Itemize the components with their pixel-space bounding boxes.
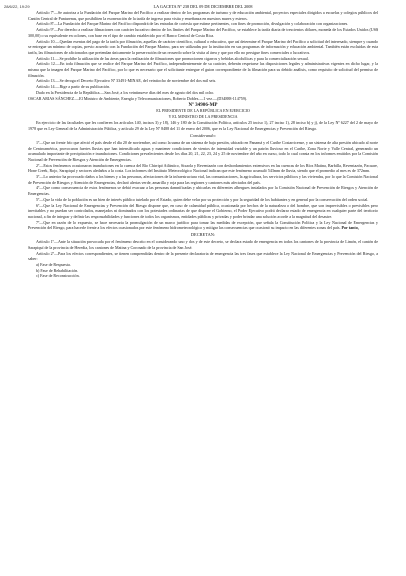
decretan-heading: DECRETAN: bbox=[190, 232, 216, 238]
signature-line: OSCAR ARIAS SÁNCHEZ.—El Ministro de Ambiente, Energía y Telecomunicaciones, Roberto Dobles.—1 vez.—(D34888-114759). bbox=[28, 95, 248, 101]
article-11: Artículo 11.—Se prohíbe la utilización de las áreas para la realización de filmaciones que promocionen cigarros y bebidas alcohólicas y para la comercialización sexual. bbox=[36, 55, 309, 61]
considerando-7-text: 7º—Que en razón de lo expuesto, se hace necesaria la promulgación de un marco jurídico para tomar las medidas de excepción, que señala la Constitución Política y la Ley Nacional de Emergencias y Prevención del Riesgo, para hacerle frente a los efectos ocasionados por este fenómeno hidrometeorológico y mitigar las consecuencias que ocasionó su impacto en las diferentes zonas del país. bbox=[28, 219, 378, 231]
article-10: Artículo 10.—Quedan exentas del pago de la tarifa por filmación, aquellas de carácter científico, cultural o educativo, que así determine el Parque Marino del Pacífico a solicitud del interesado, siempre y cuando se entregue un mínimo de copias, previo acuerdo con la Fundación del Parque Marino, para ser utilizadas por la institución en sus programas de información y educación ambiental. También están excluidas de esta tarifa, las filmaciones de aficionados que pretendan únicamente la preservación de un recuerdo sobre la visita al área y que por ello no persigue fines comerciales o lucrativos. bbox=[28, 38, 378, 55]
phase-item: b) Fase de Rehabilitación. bbox=[36, 267, 79, 273]
decree-article-1: Artículo 1º—Ante la situación provocada por el fenómeno descrito en el considerando uno y dos y de este decreto, se declara estado de emergencia en todos los cantones de la provincia de Limón, el cantón de Sarapiquí de la provincia de Heredia, los cantones de Matina y Coronado de la provincia de San José. bbox=[28, 239, 378, 250]
print-timestamp: 28/6/22, 19:29 bbox=[4, 4, 30, 9]
preamble: En ejercicio de las facultades que les confieren los artículos 140, incisos 3) y 18), 146 y 180 de la Constitución Política, artículos 25 inciso 1), 27 inciso 1), 28 inciso b) y j), de la Ley Nº 6227 del 2 de mayo de 1978 que es Ley General de la Administración Pública, y artículo 29 de la Ley Nº 8488 del 11 de enero del 2006, que es la Ley Nacional de Emergencias y Prevención del Riesgo. bbox=[28, 120, 378, 132]
decree-articles bbox=[28, 239, 378, 262]
decree-number: Nº 34906-MP bbox=[188, 102, 218, 109]
phase-item: c) Fase de Reconstrucción. bbox=[36, 273, 80, 279]
por-tanto: Por tanto, bbox=[341, 225, 359, 231]
article-14: Artículo 14.—Rige a partir de su publicación. bbox=[36, 84, 111, 90]
considerando-heading: Considerando: bbox=[189, 132, 217, 138]
phase-item: a) Fase de Respuesta. bbox=[36, 261, 71, 267]
considerando-3: 3º—Lo anterior ha provocado daños a los bienes y a las personas, afectaciones de la infraestructura vial, las comunicaciones, la agricultura, los servicios públicos y las viviendas, por lo que la Comisión Nacional de Prevención de Riesgos y Atención de Emergencias, declaró alertas verde, amarilla y roja para las regiones y cantones más afectados del país. bbox=[28, 174, 378, 185]
gazette-header: LA GACETA Nº 238 DEL 09 DE DICIEMBRE DEL 2008 bbox=[153, 4, 253, 9]
considerando-6: 6º—Que la Ley Nacional de Emergencias y Prevención del Riesgo dispone que, en caso de calamidad pública, ocasionada por hechos de la naturaleza o del hombre, que son imprevisibles o previsibles pero inevitables y no puedan ser controlados, manejados ni dominados con los potestades ordinarias de que dispone el Gobierno, el Poder Ejecutivo podrá declarar estado de emergencia en cualquier parte del territorio nacional, a fin de integrar y definir las responsabilidades y funciones de todos los organismos, entidades públicas y privadas y poder brindar una solución acorde a la magnitud del desastre. bbox=[28, 202, 378, 219]
decree-article-2: Artículo 2º—Para los efectos correspondientes, se tienen comprendidas dentro de la presente declaratoria de emergencia las tres fases que establece la Ley Nacional de Emergencias y Prevención del Riesgo, a saber: bbox=[28, 250, 378, 262]
considerando-5: 5º—Que la vida de la población es un bien de interés público tutelado por el Estado, quien debe velar por su protección y por la seguridad de los habitantes y en general por la conservación del orden social. bbox=[36, 196, 369, 202]
print-header bbox=[4, 3, 402, 10]
considerando-4: 4º—Que como consecuencia de estos fenómenos se debió evacuar a las personas damnificadas y ubicarlas en diferentes albergues instalados por la Comisión Nacional de Prevención de Riesgos y Atención de Emergencias. bbox=[28, 185, 378, 197]
article-12: Artículo 12.—En toda filmación que se realice del Parque Marino del Pacífico, independientemente de su carácter, deberán respetarse las disposiciones legales y administrativas vigentes en dicho lugar, y la misma que la imagen del Parque Marino del Pacífico, por lo que es necesario que el solicitante entregue el guion correspondiente de la filmación para su debido análisis, como requisito de solicitud del permiso de filmación. bbox=[28, 61, 378, 78]
article-9: Artículo 9º—Por derecho a realizar filmaciones con carácter lucrativo dentro de los límites del Parque Marino del Pacífico, se establece la tarifa diaria de trescientos dólares, moneda de los Estados Unidos (US$ 300,00) o su equivalente en colones, con base en el tipo de cambio establecido por el Banco Central de Costa Rica. bbox=[28, 27, 378, 38]
article-7: Artículo 7º—Se autoriza a la Fundación del Parque Marino del Pacífico a realizar dentro de los programas de turismo y de educación ambiental, proyectos especiales dirigidos a escuelas y colegios públicos del Cantón Central de Puntarenas, que posibiliten la exoneración de la tarifa de ingreso para visita y enseñanza en nuestros mares y esteros. bbox=[28, 10, 378, 21]
article-8: Artículo 8º—La Fundación del Parque Marino del Pacífico dispondrá de las entradas de cortesía que estime pertinentes, con fines de promoción, divulgación y colaboración con organizaciones. bbox=[36, 21, 349, 27]
dado-en: Dado en la Presidencia de la República.—San José, a los veintinueve días del mes de agosto del dos mil ocho. bbox=[36, 89, 215, 95]
considerandos bbox=[28, 140, 378, 231]
article-13: Artículo 13.—Se deroga el Decreto Ejecutivo Nº 33491-MINAE, del veintiocho de noviembre del dos mil seis. bbox=[36, 78, 217, 84]
issuer-line-1: EL PRESIDENTE DE LA REPÚBLICA EN EJERCICIO bbox=[156, 108, 250, 114]
issuer-line-2: Y EL MINISTRO DE LA PRESIDENCIA bbox=[168, 113, 238, 119]
considerando-2: 2º—Estos fenómenos ocasionaron inundaciones en la cuenca del Río Chirripó Atlántico, Sixaola y Reventazón con desbordamientos extensivos en las cuencas de los Ríos Matina, Barbilla, Reventazón, Pacuare, Hone Creek, Rojo, Sarapiquí y sectores aledaños a la costa. Los informes del Instituto Meteorológico Nacional indican que este fenómeno acumuló 543mm de lluvia, siendo que el promedio al mes es de 372mm. bbox=[28, 162, 378, 174]
phase-list bbox=[28, 262, 378, 279]
considerando-7 bbox=[28, 220, 378, 231]
considerando-1: 1º—Que un frente frío que afectó el país desde el día 20 de noviembre, así como la suma de un sistema de baja presión, ubicado en Panamá y el Caribe Costarricense, y un sistema de alta presión ubicado al norte de Centroamérica, provocaron fuertes lluvias que han intensificado aguas y mantener condiciones de vientos de intensidad variable y un patrón lluvioso en el Caribe, Zona Norte y Valle Central, generando un acumulado importante de precipitación e inundaciones. Condiciones prevalecientes desde los días 20, 21, 22, 23, 24 y 25 de noviembre del año en curso, todo lo cual consta en los informes emitidos por la Comisión Nacional de Prevención de Riesgos y Atención de Emergencias. bbox=[28, 139, 378, 162]
articles-top bbox=[28, 10, 378, 96]
